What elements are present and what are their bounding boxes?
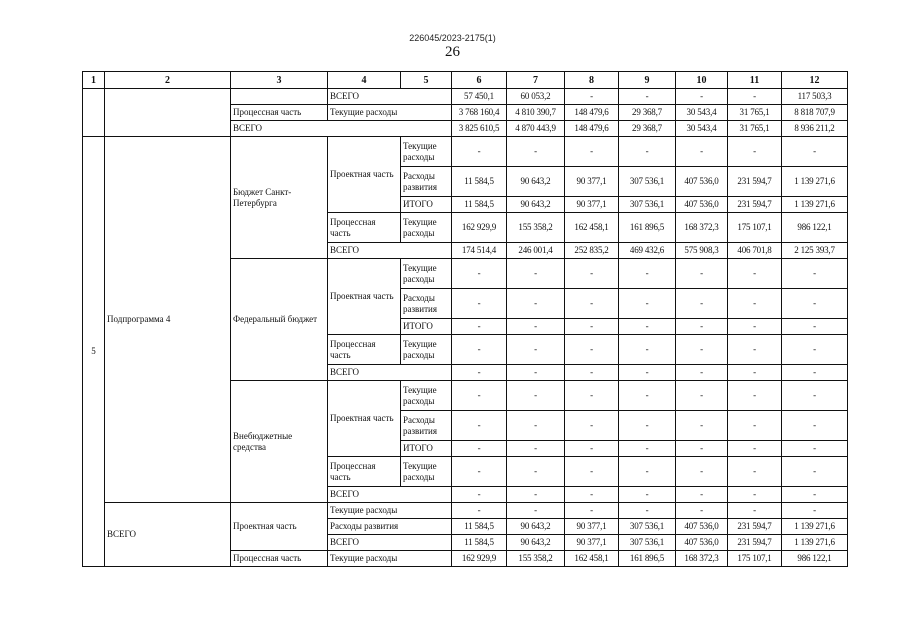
row-label: Текущие расходы [401,381,452,411]
value-cell: 1 139 271,6 [782,519,848,535]
column-header: 3 [231,72,328,89]
value-cell: 90 377,1 [565,519,619,535]
row-label: ВСЕГО [328,243,452,259]
value-cell: 155 358,2 [507,551,565,567]
source-cell: Проектная часть [231,503,328,551]
value-cell: 168 372,3 [676,551,728,567]
value-cell: - [728,457,782,487]
value-cell: - [782,365,848,381]
value-cell: 4 810 390,7 [507,105,565,121]
value-cell: - [507,441,565,457]
value-cell: 155 358,2 [507,213,565,243]
value-cell: 407 536,0 [676,197,728,213]
row-label: Текущие расходы [401,213,452,243]
value-cell: - [676,137,728,167]
value-cell: - [728,441,782,457]
value-cell: 307 536,1 [619,519,676,535]
value-cell: - [728,289,782,319]
value-cell: 231 594,7 [728,167,782,197]
value-cell: 8 818 707,9 [782,105,848,121]
value-cell: - [619,259,676,289]
row-label: ВСЕГО [328,487,452,503]
value-cell: 57 450,1 [452,89,507,105]
value-cell: - [565,457,619,487]
value-cell: 307 536,1 [619,167,676,197]
value-cell: - [452,259,507,289]
value-cell: 8 936 211,2 [782,121,848,137]
row-label: Расходы развития [401,167,452,197]
value-cell: - [676,89,728,105]
value-cell: - [619,89,676,105]
value-cell: - [782,289,848,319]
value-cell: - [452,319,507,335]
part-label: Процессная часть [328,335,401,365]
value-cell: 30 543,4 [676,121,728,137]
program-cell [105,89,231,137]
value-cell: - [676,259,728,289]
value-cell: 148 479,6 [565,121,619,137]
value-cell: - [782,441,848,457]
row-label: Текущие расходы [401,335,452,365]
part-label: Проектная часть [328,137,401,213]
value-cell: - [507,411,565,441]
page-number: 26 [445,44,460,60]
row-label: Текущие расходы [401,259,452,289]
row-label: Расходы развития [401,411,452,441]
row-label: Расходы развития [401,289,452,319]
value-cell: 117 503,3 [782,89,848,105]
part-label: Процессная часть [231,105,328,121]
value-cell: - [676,335,728,365]
value-cell: 174 514,4 [452,243,507,259]
value-cell: 162 458,1 [565,213,619,243]
value-cell: - [728,137,782,167]
value-cell: - [565,441,619,457]
value-cell: - [619,319,676,335]
value-cell: 162 929,9 [452,551,507,567]
value-cell: - [782,503,848,519]
value-cell: - [676,441,728,457]
row-label: ВСЕГО [328,89,452,105]
program-cell: Подпрограмма 4 [105,137,231,503]
row-label: Текущие расходы [401,457,452,487]
value-cell: 31 765,1 [728,121,782,137]
row-label: ВСЕГО [328,535,452,551]
value-cell: - [782,335,848,365]
row-label: Текущие расходы [328,503,452,519]
value-cell: - [728,487,782,503]
value-cell: - [452,487,507,503]
value-cell: - [619,381,676,411]
value-cell: - [782,487,848,503]
value-cell: - [676,457,728,487]
value-cell: 986 122,1 [782,213,848,243]
column-header: 7 [507,72,565,89]
value-cell: - [565,487,619,503]
source-cell: Федеральный бюджет [231,259,328,381]
value-cell: - [782,411,848,441]
value-cell: - [452,381,507,411]
value-cell: 90 377,1 [565,167,619,197]
value-cell: - [728,259,782,289]
value-cell: - [676,487,728,503]
part-label: Проектная часть [328,381,401,457]
value-cell: 231 594,7 [728,197,782,213]
value-cell: - [507,381,565,411]
document-id: 226045/2023-2175(1) [409,33,496,43]
value-cell: 90 643,2 [507,519,565,535]
value-cell: 231 594,7 [728,519,782,535]
value-cell: 29 368,7 [619,105,676,121]
value-cell: - [507,259,565,289]
value-cell: 29 368,7 [619,121,676,137]
value-cell: - [507,487,565,503]
table-row [83,137,848,167]
value-cell: 30 543,4 [676,105,728,121]
value-cell: - [452,289,507,319]
value-cell: 90 377,1 [565,535,619,551]
value-cell: - [728,381,782,411]
value-cell: - [728,411,782,441]
value-cell: 161 896,5 [619,213,676,243]
value-cell: 252 835,2 [565,243,619,259]
part-label: Процессная часть [328,457,401,487]
value-cell: - [676,503,728,519]
column-header: 11 [728,72,782,89]
value-cell: - [619,137,676,167]
value-cell: - [619,335,676,365]
value-cell: - [507,335,565,365]
value-cell: - [782,259,848,289]
value-cell: 307 536,1 [619,197,676,213]
value-cell: 168 372,3 [676,213,728,243]
value-cell: - [728,503,782,519]
value-cell: - [507,137,565,167]
value-cell: - [507,503,565,519]
source-cell: Бюджет Санкт-Петербурга [231,137,328,259]
value-cell: 4 870 443,9 [507,121,565,137]
value-cell: - [565,503,619,519]
column-header: 6 [452,72,507,89]
value-cell: - [452,365,507,381]
value-cell: - [619,487,676,503]
table-row [83,503,848,519]
value-cell: - [782,319,848,335]
value-cell: - [452,457,507,487]
row-label: Текущие расходы [401,137,452,167]
value-cell: 575 908,3 [676,243,728,259]
value-cell: 90 643,2 [507,197,565,213]
value-cell: - [565,335,619,365]
value-cell: 90 377,1 [565,197,619,213]
value-cell: 1 139 271,6 [782,197,848,213]
value-cell: 246 001,4 [507,243,565,259]
value-cell: - [619,441,676,457]
source-cell: Внебюджетные средства [231,381,328,503]
value-cell: - [676,365,728,381]
value-cell: - [565,365,619,381]
part-label: Процессная часть [328,213,401,243]
value-cell: - [619,365,676,381]
value-cell: - [452,411,507,441]
column-header: 4 [328,72,401,89]
column-header: 8 [565,72,619,89]
row-label: ИТОГО [401,319,452,335]
value-cell: 11 584,5 [452,535,507,551]
value-cell: - [565,289,619,319]
column-header: 2 [105,72,231,89]
value-cell: - [728,365,782,381]
value-cell: - [728,89,782,105]
row-label: ИТОГО [401,197,452,213]
row-label: Текущие расходы [328,551,452,567]
value-cell: - [565,319,619,335]
source-cell [231,89,328,105]
value-cell: 161 896,5 [619,551,676,567]
source-cell: Процессная часть [231,551,328,567]
value-cell: 162 458,1 [565,551,619,567]
value-cell: 469 432,6 [619,243,676,259]
row-label: ВСЕГО [328,365,452,381]
column-header: 9 [619,72,676,89]
value-cell: 407 536,0 [676,519,728,535]
value-cell: 231 594,7 [728,535,782,551]
value-cell: - [507,319,565,335]
value-cell: - [619,503,676,519]
value-cell: 11 584,5 [452,519,507,535]
value-cell: 407 536,0 [676,535,728,551]
value-cell: - [452,441,507,457]
value-cell: 90 643,2 [507,167,565,197]
column-header: 5 [401,72,452,89]
value-cell: 11 584,5 [452,197,507,213]
value-cell: - [619,289,676,319]
row-label: ВСЕГО [231,121,452,137]
table-row [83,89,848,105]
part-label: Проектная часть [328,259,401,335]
value-cell: - [452,335,507,365]
value-cell: 3 768 160,4 [452,105,507,121]
row-label: Текущие расходы [328,105,452,121]
value-cell: 31 765,1 [728,105,782,121]
value-cell: - [676,319,728,335]
value-cell: - [676,411,728,441]
value-cell: 175 107,1 [728,213,782,243]
value-cell: - [565,89,619,105]
value-cell: - [507,289,565,319]
column-header: 10 [676,72,728,89]
value-cell: 1 139 271,6 [782,167,848,197]
value-cell: - [619,411,676,441]
value-cell: 2 125 393,7 [782,243,848,259]
value-cell: - [782,381,848,411]
value-cell: - [782,137,848,167]
value-cell: 406 701,8 [728,243,782,259]
value-cell: 148 479,6 [565,105,619,121]
value-cell: - [782,457,848,487]
value-cell: - [676,289,728,319]
value-cell: 60 053,2 [507,89,565,105]
value-cell: - [565,381,619,411]
value-cell: - [452,137,507,167]
column-number-row [83,72,848,89]
value-cell: 162 929,9 [452,213,507,243]
value-cell: - [565,411,619,441]
row-label: Расходы развития [328,519,452,535]
value-cell: - [676,381,728,411]
value-cell: - [565,259,619,289]
value-cell: - [452,503,507,519]
value-cell: 307 536,1 [619,535,676,551]
value-cell: 1 139 271,6 [782,535,848,551]
budget-table [82,71,848,567]
row-label: ИТОГО [401,441,452,457]
value-cell: - [565,137,619,167]
value-cell: - [507,457,565,487]
program-cell: ВСЕГО [105,503,231,567]
value-cell: - [507,365,565,381]
value-cell: - [728,319,782,335]
value-cell: - [728,335,782,365]
value-cell: 986 122,1 [782,551,848,567]
value-cell: 175 107,1 [728,551,782,567]
value-cell: 3 825 610,5 [452,121,507,137]
value-cell: 407 536,0 [676,167,728,197]
column-header: 12 [782,72,848,89]
index-cell: 5 [83,137,105,567]
value-cell: - [619,457,676,487]
index-cell [83,89,105,137]
column-header: 1 [83,72,105,89]
value-cell: 11 584,5 [452,167,507,197]
value-cell: 90 643,2 [507,535,565,551]
